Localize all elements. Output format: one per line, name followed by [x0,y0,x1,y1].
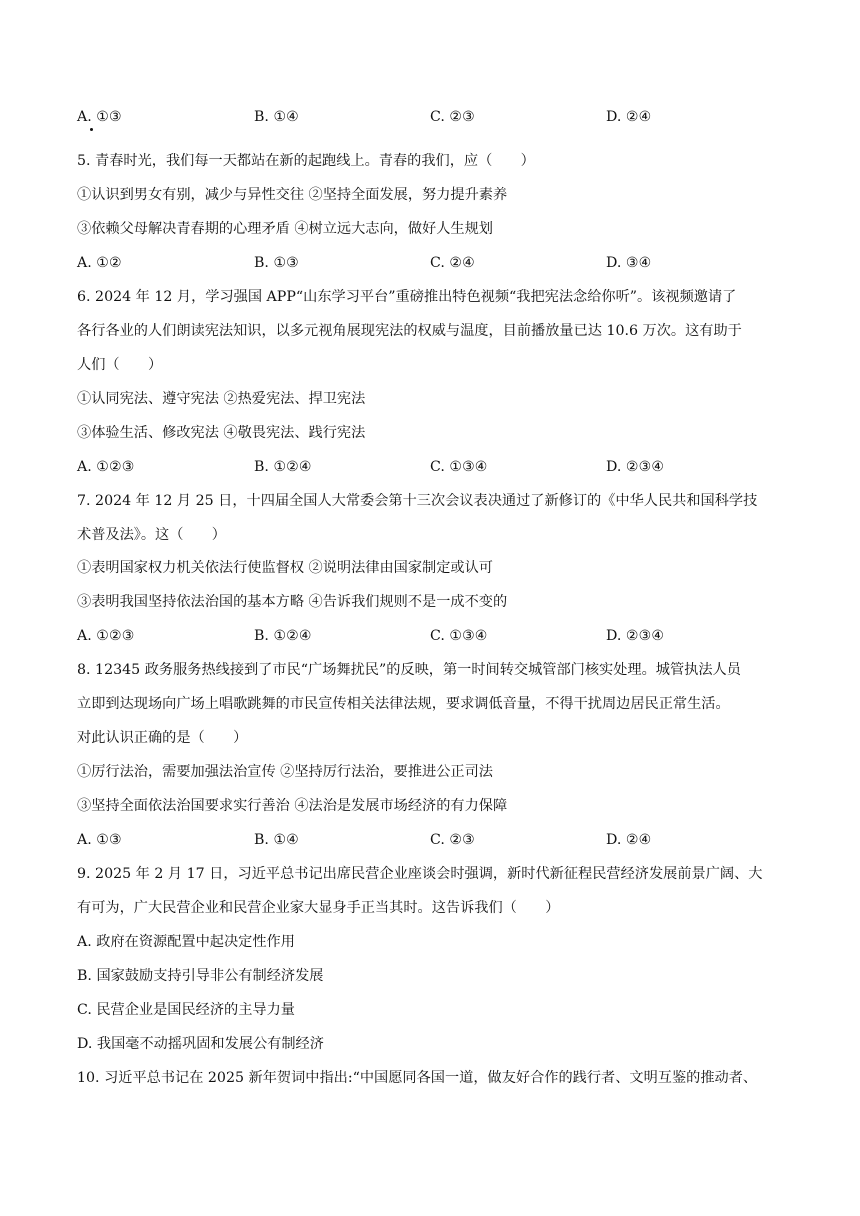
q8-stem-line-3: 对此认识正确的是（ ） [77,730,248,746]
q10-stem-line-1: 10. 习近平总书记在 2025 新年贺词中指出:“中国愿同各国一道，做友好合作的践行者、文明互鉴的推动者、 [77,1070,758,1086]
q7-stem-line-2: 术普及法》。这（ ） [77,527,226,543]
q5-stem: 5. 青春时光，我们每一天都站在新的起跑线上。青春的我们，应（ ） [77,153,535,169]
stray-dot-mark [90,128,93,131]
q8-option-c: C. ②③ [430,832,475,848]
q4-option-a: A. ①③ [77,109,122,125]
q9-stem-line-2: 有可为，广大民营企业和民营企业家大显身手正当其时。这告诉我们（ ） [77,900,560,916]
q4-option-d: D. ②④ [606,109,652,125]
q5-option-d: D. ③④ [606,255,652,271]
q8-option-d: D. ②④ [606,832,652,848]
q9-stem-line-1: 9. 2025 年 2 月 17 日，习近平总书记出席民营企业座谈会时强调，新时代新征程民营经济发展前景广阔、大 [77,866,763,882]
q7-stem-line-1: 7. 2024 年 12 月 25 日，十四届全国人大常委会第十三次会议表决通过了新修订的《中华人民共和国科学技 [77,493,758,509]
q6-stem-line-1: 6. 2024 年 12 月，学习强国 APP“山东学习平台”重磅推出特色视频“我把宪法念给你听”。该视频邀请了 [77,289,737,305]
q8-choice-line-1: ①厉行法治，需要加强法治宣传 ②坚持厉行法治，要推进公正司法 [77,764,493,780]
q7-choice-line-1: ①表明国家权力机关依法行使监督权 ②说明法律由国家制定或认可 [77,560,493,576]
q5-option-c: C. ②④ [430,255,475,271]
q8-choice-line-2: ③坚持全面依法治国要求实行善治 ④法治是发展市场经济的有力保障 [77,798,508,814]
q9-option-a: A. 政府在资源配置中起决定性作用 [77,934,295,950]
q8-stem-line-2: 立即到达现场向广场上唱歌跳舞的市民宣传相关法律法规，要求调低音量，不得干扰周边居民正常生活。 [77,696,730,712]
q4-option-c: C. ②③ [430,109,475,125]
q6-choice-line-2: ③体验生活、修改宪法 ④敬畏宪法、践行宪法 [77,425,366,441]
q4-option-b: B. ①④ [254,109,299,125]
q9-option-b: B. 国家鼓励支持引导非公有制经济发展 [77,968,324,984]
q6-option-a: A. ①②③ [77,459,135,475]
q8-option-a: A. ①③ [77,832,122,848]
q7-option-d: D. ②③④ [606,628,665,644]
q7-option-b: B. ①②④ [254,628,312,644]
q6-stem-line-2: 各行各业的人们朗读宪法知识，以多元视角展现宪法的权威与温度，目前播放量已达 10.6 万次。这有助于 [77,323,742,339]
q6-choice-line-1: ①认同宪法、遵守宪法 ②热爱宪法、捍卫宪法 [77,391,366,407]
q6-option-b: B. ①②④ [254,459,312,475]
q5-option-a: A. ①② [77,255,122,271]
q7-choice-line-2: ③表明我国坚持依法治国的基本方略 ④告诉我们规则不是一成不变的 [77,594,508,610]
q9-option-c: C. 民营企业是国民经济的主导力量 [77,1002,295,1018]
q5-option-b: B. ①③ [254,255,299,271]
q6-stem-line-3: 人们（ ） [77,357,163,373]
q7-option-a: A. ①②③ [77,628,135,644]
q6-option-c: C. ①③④ [430,459,488,475]
q9-option-d: D. 我国毫不动摇巩固和发展公有制经济 [77,1036,324,1052]
q5-choice-line-2: ③依赖父母解决青春期的心理矛盾 ④树立远大志向，做好人生规划 [77,221,493,237]
q7-option-c: C. ①③④ [430,628,488,644]
q8-option-b: B. ①④ [254,832,299,848]
q5-choice-line-1: ①认识到男女有别，减少与异性交往 ②坚持全面发展，努力提升素养 [77,187,508,203]
q6-option-d: D. ②③④ [606,459,665,475]
q8-stem-line-1: 8. 12345 政务服务热线接到了市民“广场舞扰民”的反映，第一时间转交城管部门核实处理。城管执法人员 [77,662,741,678]
